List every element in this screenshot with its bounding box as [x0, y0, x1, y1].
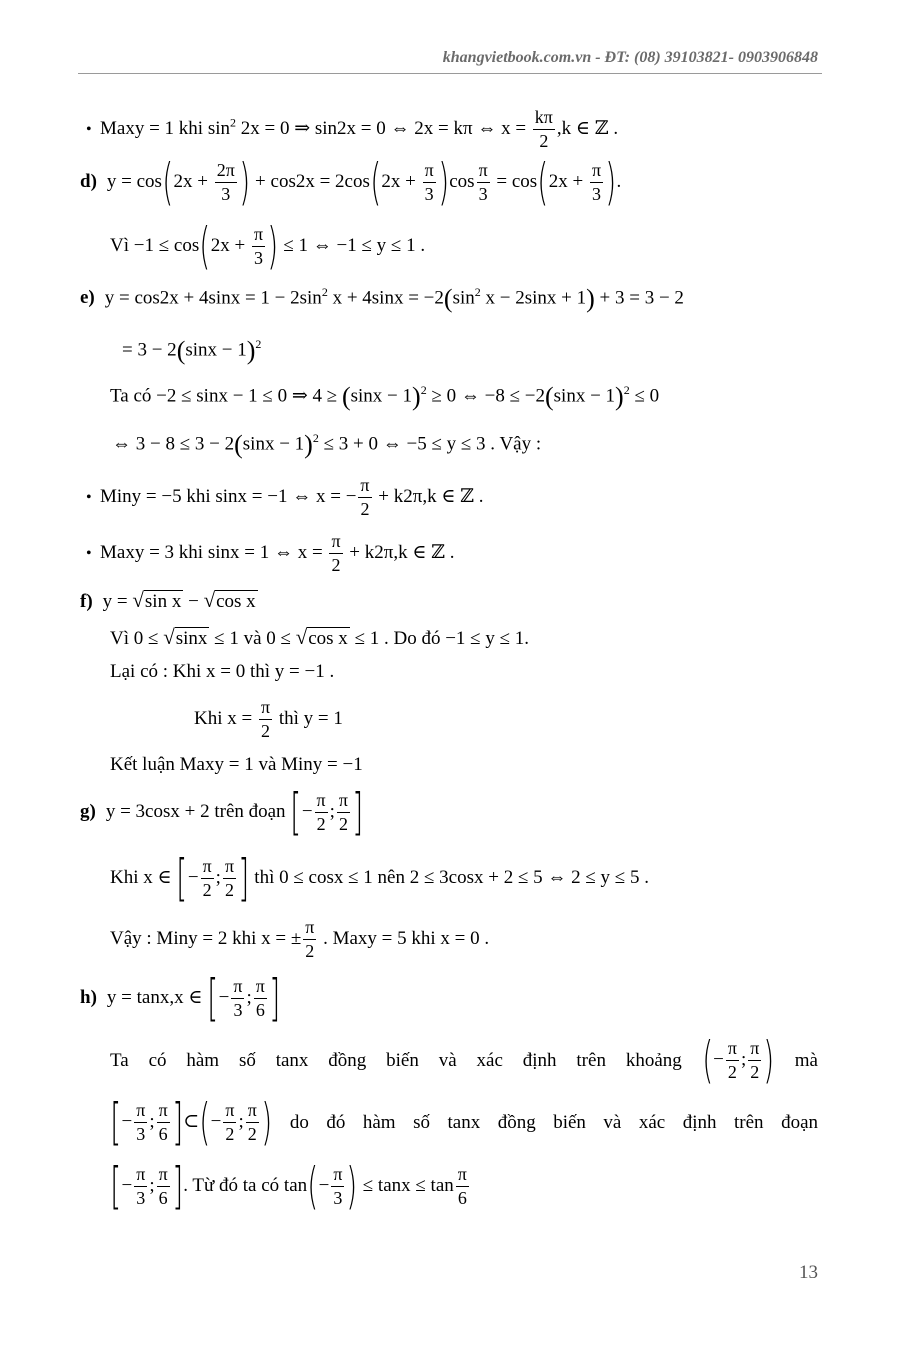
line-f-3: Lại có : Khi x = 0 thì y = −1 . — [110, 661, 335, 682]
label-f: f) — [80, 591, 93, 612]
label-g: g) — [80, 800, 96, 822]
label-e: e) — [80, 287, 95, 309]
line-h-2: Ta có hàm số tanx đồng biến và xác định trên khoảng (− $\frac{\pi}{2}$ ; $\frac{\pi}{2}$ ) mà — [110, 1031, 818, 1089]
line-h-3: [− $\frac{\pi}{3}$ ; $\frac{\pi}{6}$ ]⊂(− $\frac{\pi}{2}$ ; $\frac{\pi}{2}$ ) do đó hàm số tanx đồng biến và xác định trên đoạn — [110, 1093, 818, 1151]
line-g-1: g) y = 3cosx + 2 trên đoạn [− $\frac{\pi}{2}$ ; $\frac{\pi}{2}$ ] — [80, 783, 364, 841]
line-f-1: f) y = √sin x − √cos x — [80, 588, 256, 612]
line-e-5: • Miny = −5 khi sinx = −1 ⇔ x = − $\frac{\pi}{2}$ + k2π,k ∈ ℤ . — [86, 475, 484, 519]
label-h: h) — [80, 986, 97, 1008]
line-d-2: Vì −1 ≤ cos(2x + $\frac{\pi}{3}$ ) ≤ 1 ⇔ −1 ≤ y ≤ 1 . — [110, 217, 426, 275]
line-h-4: [− $\frac{\pi}{3}$ ; $\frac{\pi}{6}$ ]. Từ đó ta có tan(− $\frac{\pi}{3}$ ) ≤ tanx ≤ tan $\frac{\pi}{6}$ — [110, 1157, 467, 1215]
line-g-3: Vậy : Miny = 2 khi x = ± $\frac{\pi}{2}$ . Maxy = 5 khi x = 0 . — [110, 917, 490, 961]
line-e-1: e) $y = \cos 2x + 4\sin x = 1 - 2\sin^2$ $x + 4\sin x = -2(\sin^2$ x − 2sinx + 1) + 3 = 3 − 2 — [80, 284, 684, 313]
bullet: • — [86, 120, 92, 138]
line-e-2: = $3 - 2(\sin x - 1)^2$ — [122, 336, 262, 365]
line-d-1: d) y = cos(2x + $\frac{2\pi}{3}$ ) + cos2x = 2cos(2x + $\frac{\pi}{3}$ )cos $\frac{\pi}{3}$ = cos(2x + $\frac{\pi}{3}$ ). — [80, 153, 622, 211]
line-f-5: Kết luận Maxy = 1 và Miny = −1 — [110, 754, 363, 775]
line-g-2: Khi x ∈ [− $\frac{\pi}{2}$ ; $\frac{\pi}{2}$ ] thì 0 ≤ cosx ≤ 1 nên 2 ≤ 3cosx + 2 ≤ 5 ⇔ 2 ≤ y ≤ 5 . — [110, 849, 649, 907]
line-e-4: ⇔ $3 - 8 \le 3 - 2(\sin x - 1)^2 \le 3 + 0$ ⇔ −5 ≤ y ≤ 3 . Vậy : — [112, 430, 542, 459]
label-d: d) — [80, 170, 97, 192]
bullet: • — [86, 488, 92, 506]
line-e-6: • Maxy = 3 khi sinx = 1 ⇔ x = $\frac{\pi}{2}$ + k2π,k ∈ ℤ . — [86, 531, 455, 575]
bullet: • — [86, 544, 92, 562]
fraction: $\frac{k\pi}{2}$ — [534, 107, 553, 151]
line-maxy-1: • Maxy = 1 khi $\sin^2 2x = 0$ ⇒ sin2x = 0 ⇔ 2x = kπ ⇔ x = $\frac{k\pi}{2}$ ,k ∈ ℤ . — [86, 107, 619, 151]
page-header: khangvietbook.com.vn - ĐT: (08) 39103821- 0903906848 — [442, 49, 818, 66]
header-rule — [78, 73, 822, 74]
line-f-2: Vì 0 ≤ √sinx ≤ 1 và 0 ≤ √cos x ≤ 1 . Do đó −1 ≤ y ≤ 1. — [110, 625, 530, 649]
page-number: 13 — [799, 1262, 818, 1283]
line-h-1: h) y = tanx,x ∈ [− $\frac{\pi}{3}$ ; $\frac{\pi}{6}$ ] — [80, 969, 280, 1027]
line-e-3: Ta có −2 ≤ sinx − 1 ≤ 0 ⇒ $4 \ge (\sin x - 1)^2 \ge 0$ ⇔ $-8 \le -2(\sin x - 1)^2 \le 0$ — [110, 382, 660, 411]
line-f-4: Khi x = $\frac{\pi}{2}$ thì y = 1 — [194, 697, 343, 741]
